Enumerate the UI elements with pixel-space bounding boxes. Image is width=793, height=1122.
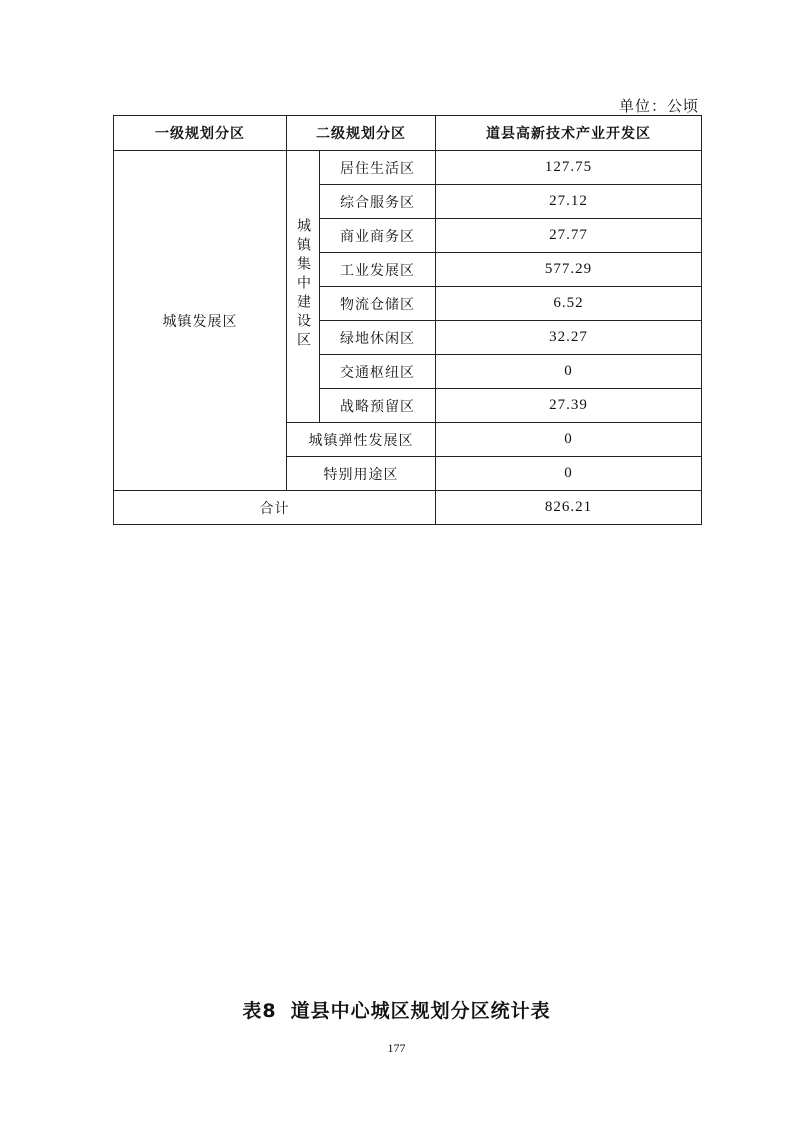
zone-name: 商业商务区 bbox=[320, 219, 436, 253]
unit-label: 单位：公顷 bbox=[618, 97, 699, 115]
table-caption bbox=[0, 996, 793, 1023]
zone-value: 27.39 bbox=[436, 389, 702, 423]
total-row bbox=[114, 491, 702, 525]
page-number: 177 bbox=[387, 1041, 406, 1055]
zone-name: 绿地休闲区 bbox=[320, 321, 436, 355]
zone-value: 6.52 bbox=[436, 287, 702, 321]
table-header-row bbox=[114, 116, 702, 151]
level1-cell: 城镇发展区 bbox=[114, 151, 287, 491]
planning-zone-table bbox=[113, 115, 702, 525]
group-label: 城镇集中建设区 bbox=[295, 218, 311, 351]
header-level2: 二级规划分区 bbox=[287, 116, 436, 151]
caption-label: 表8 bbox=[242, 1000, 277, 1022]
header-level1: 一级规划分区 bbox=[114, 116, 287, 151]
zone-value: 32.27 bbox=[436, 321, 702, 355]
total-value: 826.21 bbox=[436, 491, 702, 525]
zone-value: 27.77 bbox=[436, 219, 702, 253]
table-row bbox=[114, 151, 702, 185]
zone-value: 127.75 bbox=[436, 151, 702, 185]
zone-value: 577.29 bbox=[436, 253, 702, 287]
total-label: 合计 bbox=[114, 491, 436, 525]
zone-name: 物流仓储区 bbox=[320, 287, 436, 321]
zone-value: 0 bbox=[436, 457, 702, 491]
zone-value: 27.12 bbox=[436, 185, 702, 219]
zone-name: 交通枢纽区 bbox=[320, 355, 436, 389]
zone-name: 战略预留区 bbox=[320, 389, 436, 423]
zone-name: 居住生活区 bbox=[320, 151, 436, 185]
zone-name: 特别用途区 bbox=[287, 457, 436, 491]
caption-title: 道县中心城区规划分区统计表 bbox=[290, 1000, 551, 1022]
zone-name: 城镇弹性发展区 bbox=[287, 423, 436, 457]
header-zone: 道县高新技术产业开发区 bbox=[436, 116, 702, 151]
zone-value: 0 bbox=[436, 355, 702, 389]
group-cell bbox=[287, 151, 320, 423]
zone-name: 综合服务区 bbox=[320, 185, 436, 219]
zone-value: 0 bbox=[436, 423, 702, 457]
zone-name: 工业发展区 bbox=[320, 253, 436, 287]
